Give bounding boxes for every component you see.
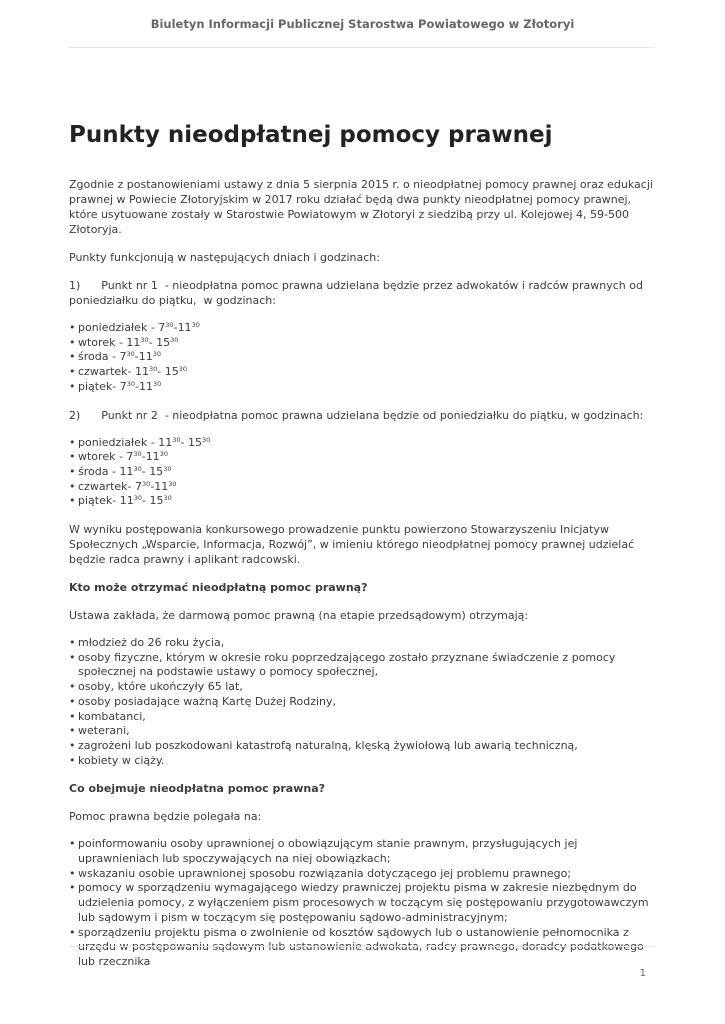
page-header: Biuletyn Informacji Publicznej Starostwa Powiatowego w Złotoryi — [150, 17, 575, 31]
what-intro: Pomoc prawna będzie polegała na: — [69, 810, 262, 824]
list-item: • zagrożeni lub poszkodowani katastrofą naturalną, klęską żywiołową lub awarią techniczną, — [69, 739, 659, 754]
hours-item: • wtorek - $7^{30}-11^{30}$ — [69, 450, 659, 465]
list-item: • pomocy w sporządzeniu wymagającego wiedzy prawniczej projektu pisma w zakresie niezbędnym do udzielenia pomocy, z wyłączeniem pism procesowych w toczącym się postępowaniu przygotowawczym lub sądowym i pism w toczącym się postępowaniu sądowo-administracyjnym; — [69, 881, 659, 925]
what-heading: Co obejmuje nieodpłatna pomoc prawna? — [69, 782, 326, 796]
point-1-description: 1) Punkt nr 1 - nieodpłatna pomoc prawna udzielana będzie przez adwokatów i radców prawnych od poniedziałku do piątku, w godzinach: — [69, 279, 647, 307]
contest-paragraph: W wyniku postępowania konkursowego prowadzenie punktu powierzono Stowarzyszeniu Inicjatyw Społecznych „Wsparcie, Informacja, Rozwój”, w imieniu którego nieodpłatnej pomocy prawnej udzielać będzie radca prawny i aplikant radcowski. — [69, 523, 635, 567]
header-divider — [69, 47, 655, 48]
point-2-description: 2) Punkt nr 2 - nieodpłatna pomoc prawna udzielana będzie od poniedziałku do piątku, w godzinach: — [69, 408, 644, 422]
list-item: • osoby fizyczne, którym w okresie roku poprzedzającego zostało przyznane świadczenie z pomocy społecznej na podstawie ustawy o pomocy społecznej, — [69, 651, 659, 680]
document-body — [69, 120, 659, 983]
hours-item: • poniedziałek - $7^{30}-11^{30}$ — [69, 321, 659, 336]
hours-item: • wtorek - $11^{30}-$ $15^{30}$ — [69, 336, 659, 351]
list-item: • kombatanci, — [69, 710, 659, 725]
page-title: Punkty nieodpłatnej pomocy prawnej — [69, 122, 553, 148]
list-item: • sporządzeniu projektu pisma o zwolnienie od kosztów sądowych lub o ustanowienie pełnomocnika z lub rzecznika — [69, 926, 659, 970]
list-item: • weterani, — [69, 724, 659, 739]
who-list — [69, 636, 659, 768]
who-heading: Kto może otrzymać nieodpłatną pomoc prawną? — [69, 581, 368, 595]
point-1-hours-list — [69, 321, 659, 395]
hours-item: • czwartek- $7^{30}-11^{30}$ — [69, 480, 659, 495]
list-item: • młodzież do 26 roku życia, — [69, 636, 659, 651]
hours-item: • środa - $11^{30}-$ $15^{30}$ — [69, 465, 659, 480]
page-number: 1 — [639, 968, 646, 979]
what-list — [69, 837, 659, 969]
list-item: • kobiety w ciąży. — [69, 754, 659, 769]
hours-item: • piątek- $7^{30}-11^{30}$ — [69, 380, 659, 395]
list-item: • osoby posiadające ważną Kartę Dużej Rodziny, — [69, 695, 659, 710]
who-intro: Ustawa zakłada, że darmową pomoc prawną (na etapie przedsądowym) otrzymają: — [69, 609, 529, 623]
intro-paragraph: Zgodnie z postanowieniami ustawy z dnia 5 sierpnia 2015 r. o nieodpłatnej pomocy prawnej oraz edukacji prawnej w Powiecie Złotoryjskim w 2017 roku działać będą dwa punkty nieodpłatnej pomocy prawnej, które usytuowane zostały w Starostwie Powiatowym w Złotoryi z siedzibą przy ul. Kolejowej 4, 59-500 Złotoryja. — [69, 178, 653, 236]
hours-intro: Punkty funkcjonują w następujących dniach i godzinach: — [69, 251, 380, 264]
hours-item: • czwartek- $11^{30}-$ $15^{30}$ — [69, 365, 659, 380]
point-2-hours-list — [69, 436, 659, 510]
list-item: • wskazaniu osobie uprawnionej sposobu rozwiązania dotyczącego jej problemu prawnego; — [69, 867, 659, 882]
list-item: • osoby, które ukończyły 65 lat, — [69, 680, 659, 695]
hours-item: • poniedziałek - $11^{30}-$ $15^{30}$ — [69, 436, 659, 451]
footer-divider — [69, 946, 655, 947]
list-item: • poinformowaniu osoby uprawnionej o obowiązującym stanie prawnym, przysługujących jej uprawnieniach lub spoczywających na niej obowiązkach; — [69, 837, 659, 866]
hours-item: • piątek- $11^{30}-$ $15^{30}$ — [69, 494, 659, 509]
hours-item: • środa - $7^{30}-11^{30}$ — [69, 350, 659, 365]
